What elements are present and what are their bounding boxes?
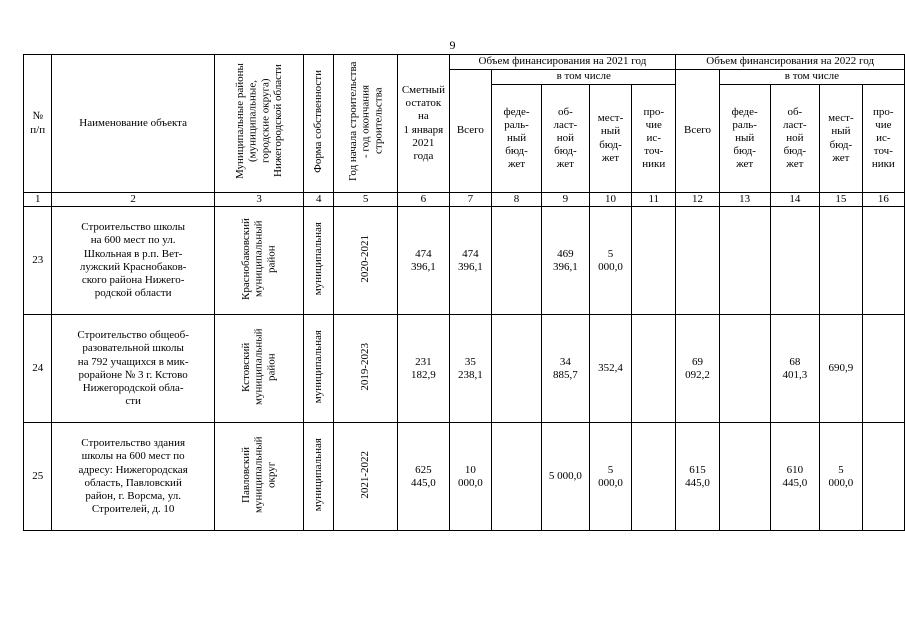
header-fin2022: Объем финансирования на 2022 год — [676, 55, 905, 70]
header-num: № п/п — [24, 55, 52, 193]
header-row-1 — [24, 55, 905, 70]
row-years-cell — [334, 207, 398, 315]
header-regional-2022: об- ласт- ной бюд- жет — [770, 85, 820, 193]
row-name: Строительство школы на 600 мест по ул. Школьная в р.п. Вет- лужский Краснобаков- ского района Нижего- родской области — [52, 207, 214, 315]
row-years: 2019-2023 — [359, 342, 372, 391]
col-number: 11 — [632, 193, 676, 207]
row-local-2021: 5 000,0 — [589, 207, 631, 315]
row-name: Строительство общеоб- разовательной школы на 792 учащихся в мик- рорайоне № 3 г. Кстово Нижегородской обла- сти — [52, 315, 214, 423]
header-ownership: Форма собственности — [312, 69, 325, 173]
row-ownership-cell — [304, 423, 334, 531]
row-other-2022 — [862, 207, 904, 315]
row-municipal: Кстовский муниципальный район — [240, 328, 278, 405]
row-total-2022 — [676, 207, 720, 315]
header-total-2021: Всего — [449, 70, 492, 193]
column-numbers-row — [24, 193, 905, 207]
header-local-2021: мест- ный бюд- жет — [589, 85, 631, 193]
col-number: 8 — [492, 193, 542, 207]
row-federal-2021 — [492, 315, 542, 423]
col-number: 9 — [541, 193, 589, 207]
row-federal-2022 — [719, 315, 770, 423]
row-municipal: Павловский муниципальный округ — [240, 436, 278, 513]
table-row — [24, 423, 905, 531]
row-years-cell — [334, 315, 398, 423]
row-regional-2021: 34 885,7 — [541, 315, 589, 423]
row-local-2021: 352,4 — [589, 315, 631, 423]
row-municipal-cell — [214, 423, 303, 531]
header-municipal-cell — [214, 55, 303, 193]
header-years-cell — [334, 55, 398, 193]
row-name: Строительство здания школы на 600 мест по адресу: Нижегородская область, Павловский район, г. Ворсма, ул. Строителей, д. 10 — [52, 423, 214, 531]
row-total-2022: 615 445,0 — [676, 423, 720, 531]
header-municipal: Муниципальные районы (муниципальные, городские округа) Нижегородской области — [233, 63, 284, 180]
col-number: 5 — [334, 193, 398, 207]
row-balance: 625 445,0 — [398, 423, 449, 531]
header-incl-2021: в том числе — [492, 70, 676, 85]
row-regional-2022: 68 401,3 — [770, 315, 820, 423]
row-num: 25 — [24, 423, 52, 531]
row-ownership: муниципальная — [312, 329, 325, 404]
row-municipal-cell — [214, 207, 303, 315]
header-local-2022: мест- ный бюд- жет — [820, 85, 862, 193]
row-ownership: муниципальная — [312, 221, 325, 296]
row-municipal-cell — [214, 315, 303, 423]
header-balance: Сметный остаток на 1 января 2021 года — [398, 55, 449, 193]
row-other-2021 — [632, 423, 676, 531]
header-regional-2021: об- ласт- ной бюд- жет — [541, 85, 589, 193]
row-balance: 474 396,1 — [398, 207, 449, 315]
col-number: 14 — [770, 193, 820, 207]
row-other-2021 — [632, 315, 676, 423]
col-number: 3 — [214, 193, 303, 207]
row-ownership: муниципальная — [312, 437, 325, 512]
row-num: 24 — [24, 315, 52, 423]
col-number: 13 — [719, 193, 770, 207]
header-total-2022: Всего — [676, 70, 720, 193]
row-ownership-cell — [304, 207, 334, 315]
row-municipal: Краснобаковский муниципальный район — [240, 217, 278, 300]
col-number: 4 — [304, 193, 334, 207]
header-incl-2022: в том числе — [719, 70, 904, 85]
table-row — [24, 315, 905, 423]
row-regional-2021: 469 396,1 — [541, 207, 589, 315]
col-number: 1 — [24, 193, 52, 207]
table-row — [24, 207, 905, 315]
row-total-2022: 69 092,2 — [676, 315, 720, 423]
header-federal-2022: феде- раль- ный бюд- жет — [719, 85, 770, 193]
header-years: Год начала строительства - год окончания строительства — [346, 61, 384, 182]
header-other-2022: про- чие ис- точ- ники — [862, 85, 904, 193]
row-other-2022 — [862, 423, 904, 531]
col-number: 7 — [449, 193, 492, 207]
row-total-2021: 474 396,1 — [449, 207, 492, 315]
row-balance: 231 182,9 — [398, 315, 449, 423]
row-federal-2021 — [492, 423, 542, 531]
row-local-2022: 5 000,0 — [820, 423, 862, 531]
row-total-2021: 35 238,1 — [449, 315, 492, 423]
header-name: Наименование объекта — [52, 55, 214, 193]
col-number: 16 — [862, 193, 904, 207]
header-federal-2021: феде- раль- ный бюд- жет — [492, 85, 542, 193]
row-local-2022: 690,9 — [820, 315, 862, 423]
col-number: 6 — [398, 193, 449, 207]
col-number: 12 — [676, 193, 720, 207]
row-years: 2020-2021 — [359, 234, 372, 283]
header-ownership-cell — [304, 55, 334, 193]
row-local-2021: 5 000,0 — [589, 423, 631, 531]
row-regional-2022 — [770, 207, 820, 315]
col-number: 10 — [589, 193, 631, 207]
row-federal-2022 — [719, 423, 770, 531]
row-local-2022 — [820, 207, 862, 315]
financing-table — [23, 54, 905, 531]
row-regional-2021: 5 000,0 — [541, 423, 589, 531]
header-other-2021: про- чие ис- точ- ники — [632, 85, 676, 193]
row-years: 2021-2022 — [359, 450, 372, 499]
col-number: 15 — [820, 193, 862, 207]
header-fin2021: Объем финансирования на 2021 год — [449, 55, 676, 70]
row-other-2021 — [632, 207, 676, 315]
row-federal-2021 — [492, 207, 542, 315]
row-federal-2022 — [719, 207, 770, 315]
row-ownership-cell — [304, 315, 334, 423]
row-years-cell — [334, 423, 398, 531]
row-total-2021: 10 000,0 — [449, 423, 492, 531]
col-number: 2 — [52, 193, 214, 207]
row-regional-2022: 610 445,0 — [770, 423, 820, 531]
row-num: 23 — [24, 207, 52, 315]
page-number: 9 — [449, 38, 456, 52]
row-other-2022 — [862, 315, 904, 423]
